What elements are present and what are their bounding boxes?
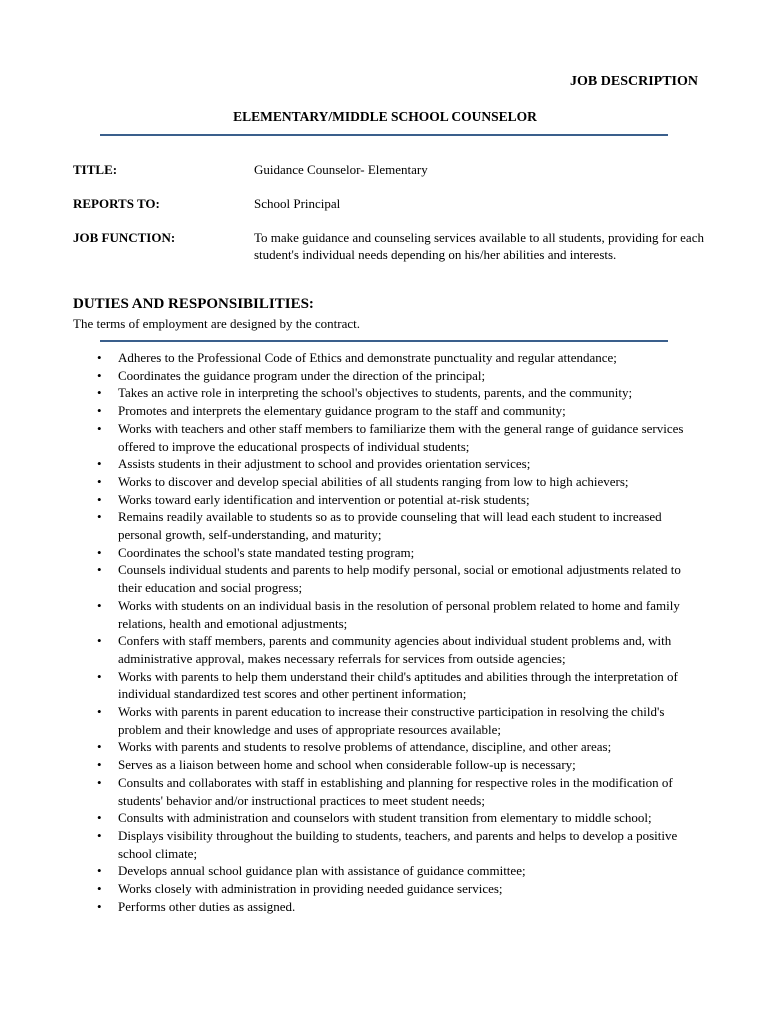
list-item	[97, 809, 707, 827]
bullet-icon: •	[97, 704, 102, 720]
document-label: JOB DESCRIPTION	[570, 74, 698, 89]
list-item-text: Consults and collaborates with staff in establishing and planning for respective roles in the modification of students' behavior and/or instructional practices to meet student needs;	[118, 774, 673, 808]
list-item	[97, 508, 707, 543]
list-item	[97, 756, 707, 774]
list-item-text: Serves as a liaison between home and school when considerable follow-up is necessary;	[118, 757, 576, 773]
bullet-icon: •	[97, 597, 102, 613]
list-item	[97, 491, 707, 509]
bullet-icon: •	[97, 810, 102, 826]
list-item	[97, 880, 707, 898]
list-item-text: Promotes and interprets the elementary guidance program to the staff and community;	[118, 403, 566, 419]
bullet-icon: •	[97, 367, 102, 383]
field-job-function-value: To make guidance and counseling services available to all students, providing for each student's individual needs depending on his/her abilities and interests.	[254, 230, 704, 262]
list-item-text: Displays visibility throughout the building to students, teachers, and parents and helps to develop a positive school climate;	[118, 827, 678, 861]
bullet-icon: •	[97, 385, 102, 401]
bullet-icon: •	[97, 774, 102, 790]
list-item	[97, 668, 707, 703]
list-item-text: Works with parents in parent education to increase their constructive participation in resolving the child's problem and their knowledge and uses of appropriate resources available;	[118, 704, 665, 737]
bullet-icon: •	[97, 739, 102, 755]
duties-list	[97, 349, 707, 916]
list-item-text: Performs other duties as assigned.	[118, 898, 296, 914]
list-item-text: Assists students in their adjustment to school and provides orientation services;	[118, 456, 531, 472]
bullet-icon: •	[97, 881, 102, 897]
list-item	[97, 597, 707, 632]
list-item-text: Works toward early identification and intervention or potential at-risk students;	[118, 491, 530, 507]
list-item-text: Takes an active role in interpreting the school's objectives to students, parents, and the community;	[118, 385, 633, 401]
duties-divider	[100, 340, 668, 342]
field-title-value: Guidance Counselor- Elementary	[254, 162, 428, 177]
list-item	[97, 349, 707, 367]
list-item-text: Works with parents to help them understand their child's aptitudes and abilities through the interpretation of individual standardized test scores and other pertinent information;	[118, 668, 678, 702]
list-item-text: Works with teachers and other staff members to familiarize them with the general range of guidance services offered to improve the educational prospects of individual students;	[118, 420, 684, 454]
bullet-icon: •	[97, 509, 102, 525]
bullet-icon: •	[97, 350, 102, 365]
list-item	[97, 738, 707, 756]
document-title: ELEMENTARY/MIDDLE SCHOOL COUNSELOR	[233, 109, 537, 124]
field-reports-to-value: School Principal	[254, 196, 341, 211]
list-item	[97, 827, 707, 862]
bullet-icon: •	[97, 403, 102, 419]
bullet-icon: •	[97, 456, 102, 472]
list-item-text: Counsels individual students and parents to help modify personal, social or emotional adjustments related to their education and social progress;	[118, 562, 681, 596]
list-item-text: Remains readily available to students so as to provide counseling that will lead each student to increased personal growth, self-understanding, and maturity;	[118, 509, 662, 543]
duties-heading: DUTIES AND RESPONSIBILITIES:	[73, 296, 314, 312]
bullet-icon: •	[97, 562, 102, 578]
list-item-text: Develops annual school guidance plan with assistance of guidance committee;	[118, 863, 526, 879]
list-item-text: Consults with administration and counselors with student transition from elementary to middle school;	[118, 810, 652, 826]
list-item	[97, 402, 707, 420]
list-item	[97, 455, 707, 473]
list-item-text: Coordinates the guidance program under the direction of the principal;	[118, 367, 486, 383]
list-item	[97, 384, 707, 402]
list-item	[97, 420, 707, 455]
list-item	[97, 544, 707, 562]
list-item	[97, 632, 707, 667]
field-reports-to-label: REPORTS TO:	[73, 196, 160, 211]
list-item-text: Confers with staff members, parents and community agencies about individual student problems and, with administrative approval, makes necessary referrals for services from outside agencies;	[118, 633, 672, 666]
list-item	[97, 774, 707, 809]
list-item	[97, 862, 707, 880]
bullet-icon: •	[97, 473, 102, 489]
bullet-icon: •	[97, 491, 102, 507]
list-item-text: Coordinates the school's state mandated testing program;	[118, 544, 415, 560]
bullet-icon: •	[97, 633, 102, 649]
bullet-icon: •	[97, 757, 102, 773]
list-item	[97, 367, 707, 385]
bullet-icon: •	[97, 668, 102, 684]
list-item	[97, 703, 707, 738]
field-title-label: TITLE:	[73, 162, 118, 177]
field-job-function-label: JOB FUNCTION:	[73, 230, 176, 245]
list-item-text: Works closely with administration in providing needed guidance services;	[118, 881, 503, 897]
list-item	[97, 898, 707, 916]
bullet-icon: •	[97, 544, 102, 560]
list-item-text: Adheres to the Professional Code of Ethics and demonstrate punctuality and regular attendance;	[118, 350, 617, 365]
list-item-text: Works to discover and develop special abilities of all students ranging from low to high achievers;	[118, 473, 629, 489]
bullet-icon: •	[97, 863, 102, 879]
bullet-icon: •	[97, 898, 102, 914]
list-item-text: Works with students on an individual basis in the resolution of personal problem related to home and family relations, health and emotional adjustments;	[118, 597, 680, 631]
list-item	[97, 473, 707, 491]
list-item	[97, 561, 707, 596]
bullet-icon: •	[97, 827, 102, 843]
list-item-text: Works with parents and students to resolve problems of attendance, discipline, and other areas;	[118, 739, 612, 755]
duties-intro: The terms of employment are designed by the contract.	[73, 316, 360, 331]
title-divider	[100, 134, 668, 136]
bullet-icon: •	[97, 420, 102, 436]
